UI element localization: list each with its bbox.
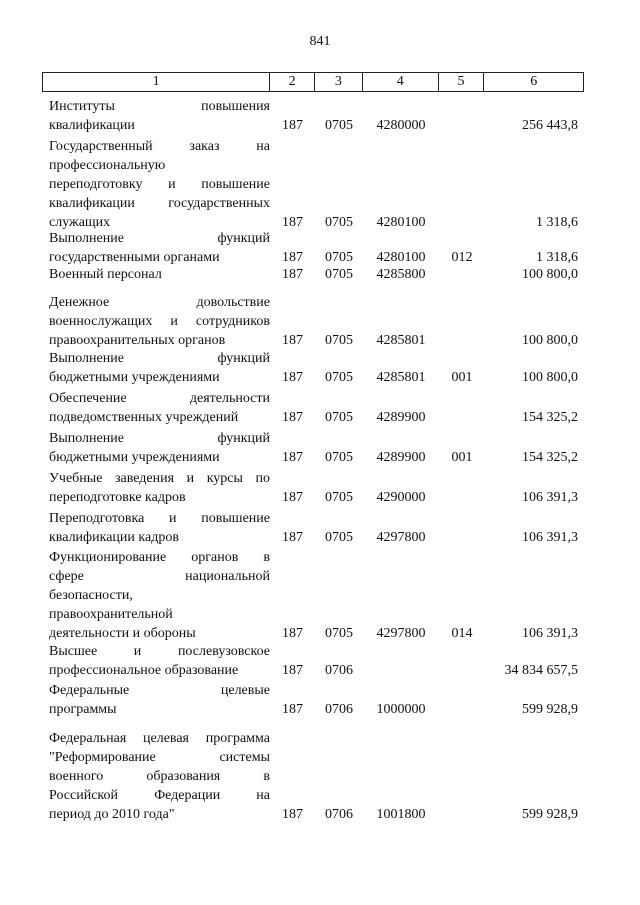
row-target-article: 1001800 [376, 807, 426, 822]
row-name-line: переподготовку и повышение [49, 177, 270, 192]
row-name [42, 97, 270, 135]
row-amount: 100 800,0 [522, 370, 578, 385]
row-amount: 154 325,2 [522, 450, 578, 465]
row-target-article: 4280100 [376, 250, 426, 265]
row-name [42, 548, 270, 643]
table-row [42, 293, 584, 350]
row-amount: 599 928,9 [522, 807, 578, 822]
row-section: 0706 [325, 807, 353, 822]
row-chapter: 187 [282, 250, 303, 265]
row-name-line: Выполнение функций [49, 431, 270, 446]
row-name-line: Функционирование органов в [49, 550, 270, 565]
row-section: 0705 [325, 370, 353, 385]
table-header [42, 72, 584, 92]
row-amount: 154 325,2 [522, 410, 578, 425]
row-name-line: Выполнение функций [49, 231, 270, 246]
row-section: 0705 [325, 410, 353, 425]
row-target-article: 4285801 [376, 333, 426, 348]
row-name [42, 293, 270, 350]
row-amount: 1 318,6 [536, 250, 578, 265]
row-expense-type: 001 [451, 450, 473, 465]
row-name [42, 349, 270, 387]
row-section: 0705 [325, 215, 353, 230]
row-section: 0705 [325, 626, 353, 641]
row-chapter: 187 [282, 702, 303, 717]
row-name-line: Высшее и послевузовское [49, 644, 270, 659]
row-name-line: квалификации [49, 118, 135, 133]
table-row [42, 97, 584, 135]
row-expense-type: 014 [451, 626, 473, 641]
row-amount: 100 800,0 [522, 267, 578, 282]
row-name-line: Учебные заведения и курсы по [49, 471, 270, 486]
row-name-line: государственными органами [49, 250, 220, 265]
row-name [42, 229, 270, 267]
row-chapter: 187 [282, 215, 303, 230]
row-target-article: 4297800 [376, 626, 426, 641]
row-name [42, 137, 270, 232]
row-section: 0705 [325, 530, 353, 545]
row-name-line: квалификации кадров [49, 530, 179, 545]
row-target-article: 1000000 [376, 702, 426, 717]
row-name-line: программы [49, 702, 117, 717]
header-col-2: 2 [270, 73, 315, 91]
row-name-line: "Реформирование системы [49, 750, 270, 765]
table-row [42, 642, 584, 680]
row-name-line: Военный персонал [49, 267, 162, 282]
row-name-line: переподготовке кадров [49, 490, 186, 505]
row-target-article: 4297800 [376, 530, 426, 545]
table-row [42, 349, 584, 387]
row-chapter: 187 [282, 663, 303, 678]
row-name [42, 509, 270, 547]
row-name-line: подведомственных учреждений [49, 410, 239, 425]
row-name-line: Переподготовка и повышение [49, 511, 270, 526]
row-target-article: 4289900 [376, 450, 426, 465]
row-chapter: 187 [282, 450, 303, 465]
header-col-3: 3 [315, 73, 363, 91]
row-name-line: деятельности и обороны [49, 626, 196, 641]
row-target-article: 4280000 [376, 118, 426, 133]
row-chapter: 187 [282, 370, 303, 385]
table-row [42, 429, 584, 467]
table-row [42, 137, 584, 232]
table-row [42, 681, 584, 719]
row-chapter: 187 [282, 267, 303, 282]
row-name-line: Институты повышения [49, 99, 270, 114]
row-amount: 1 318,6 [536, 215, 578, 230]
row-chapter: 187 [282, 807, 303, 822]
row-name-line: бюджетными учреждениями [49, 370, 220, 385]
row-target-article: 4285801 [376, 370, 426, 385]
row-amount: 106 391,3 [522, 530, 578, 545]
row-section: 0705 [325, 450, 353, 465]
row-amount: 256 443,8 [522, 118, 578, 133]
row-name [42, 469, 270, 507]
row-section: 0705 [325, 490, 353, 505]
row-target-article: 4285800 [376, 267, 426, 282]
header-col-5: 5 [439, 73, 485, 91]
row-name-line: период до 2010 года" [49, 807, 175, 822]
table-row [42, 509, 584, 547]
table-row [42, 548, 584, 643]
row-name-line: правоохранительных органов [49, 333, 226, 348]
row-section: 0705 [325, 267, 353, 282]
row-name [42, 265, 270, 284]
row-name-line: военнослужащих и сотрудников [49, 314, 270, 329]
header-col-6: 6 [530, 74, 538, 89]
row-name-line: квалификации государственных [49, 196, 270, 211]
row-name [42, 642, 270, 680]
row-amount: 106 391,3 [522, 490, 578, 505]
row-section: 0706 [325, 663, 353, 678]
row-chapter: 187 [282, 626, 303, 641]
row-section: 0705 [325, 250, 353, 265]
row-name-line: правоохранительной [49, 607, 173, 622]
row-amount: 100 800,0 [522, 333, 578, 348]
row-chapter: 187 [282, 333, 303, 348]
row-target-article: 4280100 [376, 215, 426, 230]
row-name-line: Выполнение функций [49, 351, 270, 366]
row-name [42, 681, 270, 719]
row-chapter: 187 [282, 410, 303, 425]
table-row [42, 469, 584, 507]
row-name-line: Российской Федерации на [49, 788, 270, 803]
page-number: 841 [309, 34, 331, 49]
row-name-line: Федеральные целевые [49, 683, 270, 698]
row-target-article: 4290000 [376, 490, 426, 505]
row-chapter: 187 [282, 118, 303, 133]
row-name-line: Денежное довольствие [49, 295, 270, 310]
row-target-article: 4289900 [376, 410, 426, 425]
row-amount: 599 928,9 [522, 702, 578, 717]
row-section: 0705 [325, 333, 353, 348]
row-expense-type: 001 [451, 370, 473, 385]
header-col-4: 4 [363, 73, 439, 91]
row-expense-type: 012 [451, 250, 473, 265]
row-name-line: профессиональное образование [49, 663, 239, 678]
row-name [42, 729, 270, 824]
table-row [42, 229, 584, 267]
table-row [42, 265, 584, 284]
row-name-line: профессиональную [49, 158, 166, 173]
row-name-line: Государственный заказ на [49, 139, 270, 154]
table-row [42, 729, 584, 824]
row-name-line: безопасности, [49, 588, 133, 603]
row-section: 0706 [325, 702, 353, 717]
row-amount: 34 834 657,5 [504, 663, 578, 678]
row-name-line: бюджетными учреждениями [49, 450, 220, 465]
row-name-line: служащих [49, 215, 111, 230]
table-row [42, 389, 584, 427]
header-col-1: 1 [43, 73, 270, 91]
row-name-line: Обеспечение деятельности [49, 391, 270, 406]
row-name [42, 429, 270, 467]
row-chapter: 187 [282, 490, 303, 505]
row-name-line: Федеральная целевая программа [49, 731, 270, 746]
row-amount: 106 391,3 [522, 626, 578, 641]
row-name-line: сфере национальной [49, 569, 270, 584]
row-section: 0705 [325, 118, 353, 133]
row-chapter: 187 [282, 530, 303, 545]
row-name [42, 389, 270, 427]
row-name-line: военного образования в [49, 769, 270, 784]
